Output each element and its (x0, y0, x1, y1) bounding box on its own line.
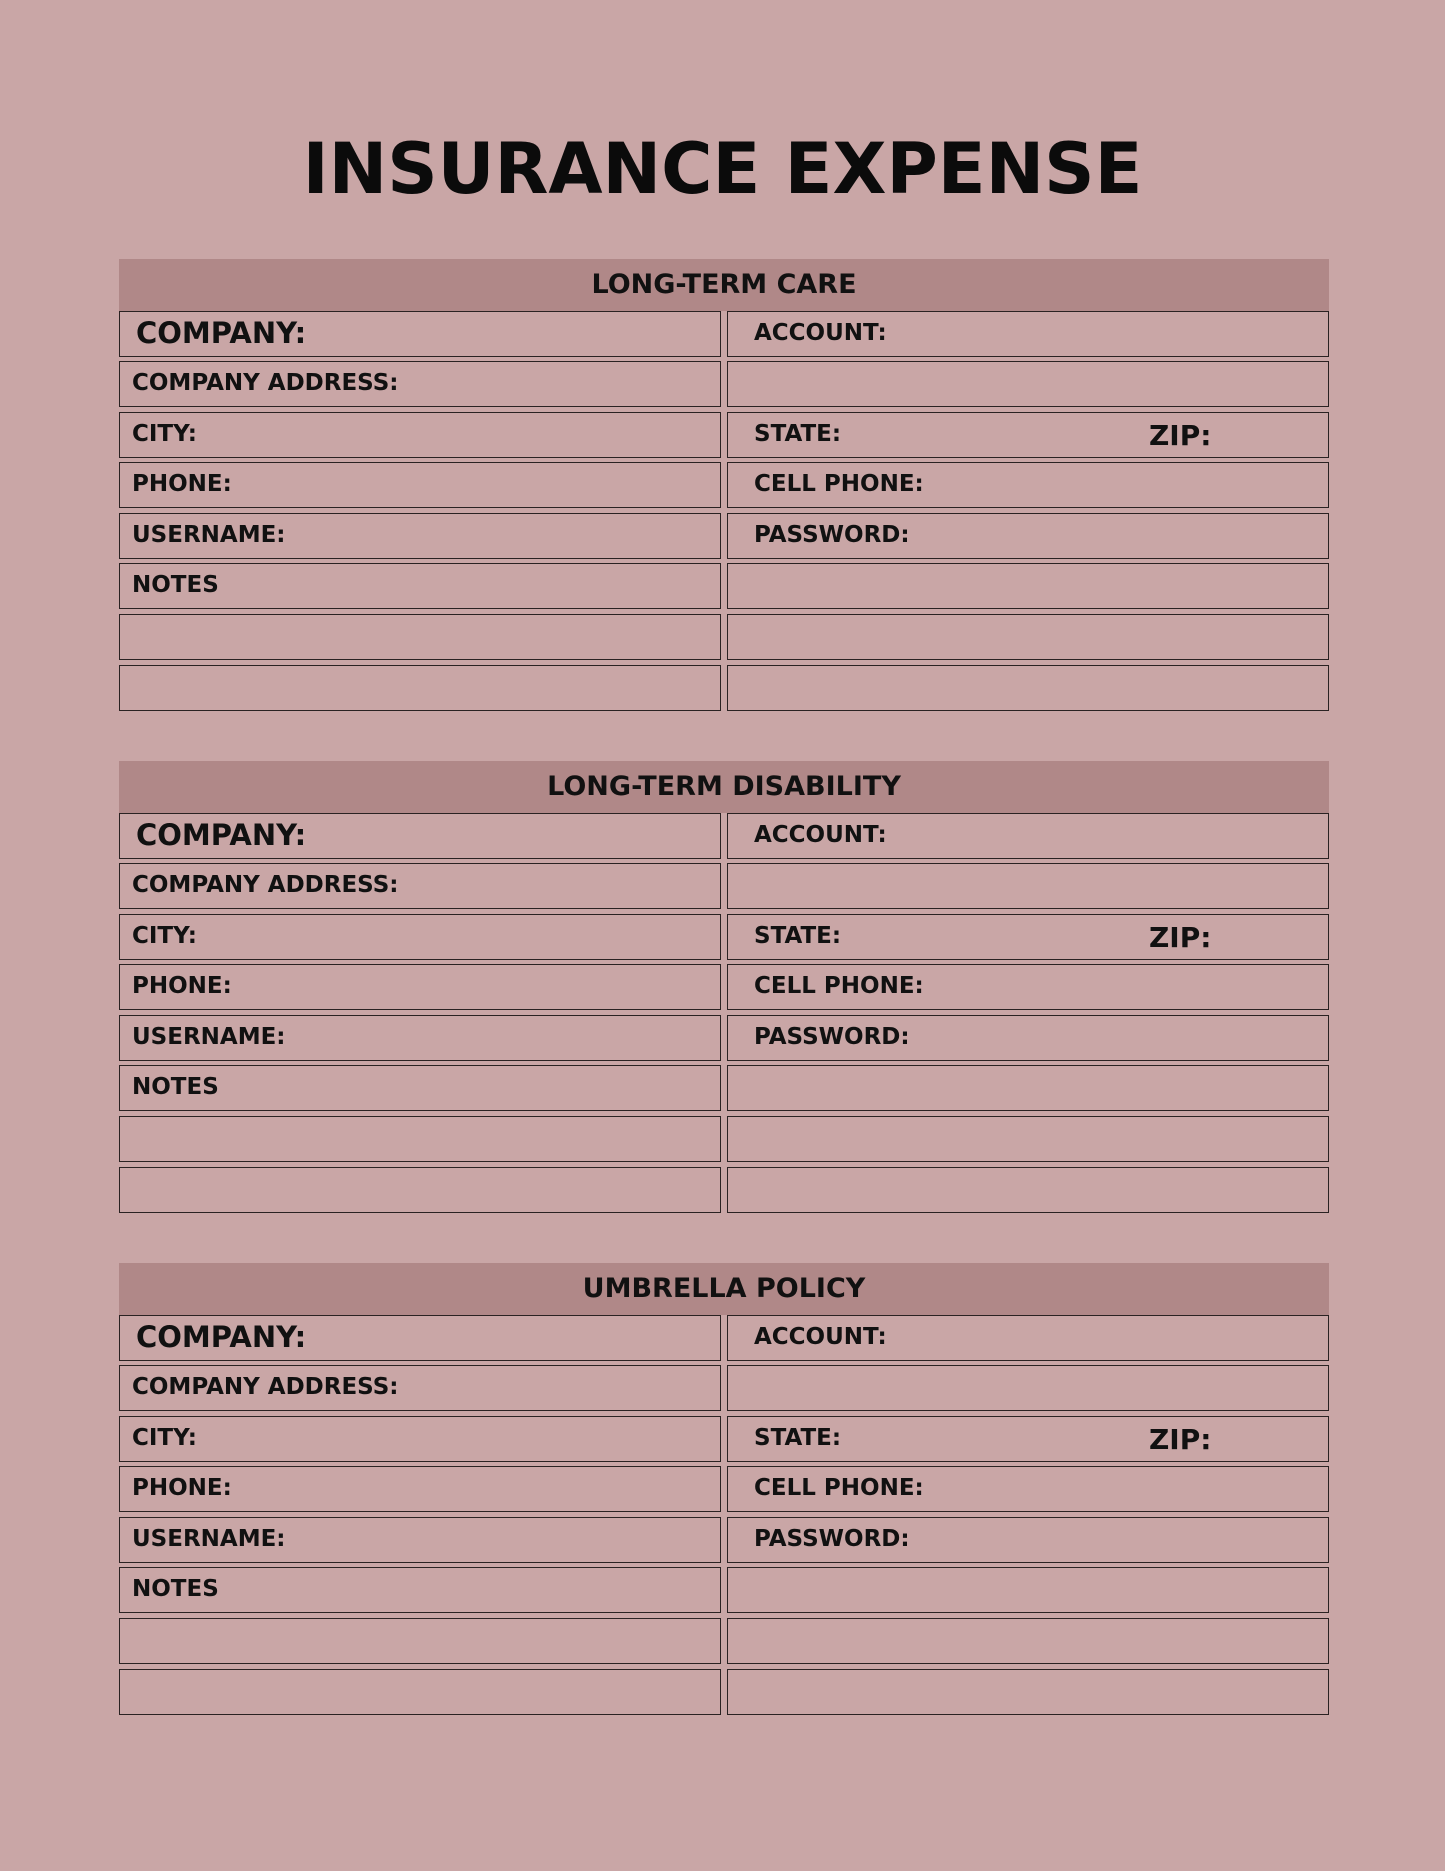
cell-phone-field[interactable]: CELL PHONE: (727, 462, 1329, 508)
notes-line[interactable] (119, 665, 721, 711)
username-field[interactable]: USERNAME: (119, 1517, 721, 1563)
notes-line[interactable] (119, 1116, 721, 1162)
notes-line[interactable] (119, 1167, 721, 1213)
company-field[interactable]: COMPANY: (119, 1315, 721, 1361)
notes-line[interactable] (727, 1116, 1329, 1162)
username-field[interactable]: USERNAME: (119, 1015, 721, 1061)
company-address-field[interactable]: COMPANY ADDRESS: (119, 361, 721, 407)
phone-field[interactable]: PHONE: (119, 1466, 721, 1512)
notes-field[interactable]: NOTES (119, 1567, 721, 1613)
username-field[interactable]: USERNAME: (119, 513, 721, 559)
cell-phone-field[interactable]: CELL PHONE: (727, 1466, 1329, 1512)
state-label: STATE: (754, 1425, 842, 1451)
section-heading: UMBRELLA POLICY (119, 1263, 1329, 1315)
notes-line[interactable] (727, 665, 1329, 711)
zip-label: ZIP: (1149, 921, 1212, 954)
phone-field[interactable]: PHONE: (119, 462, 721, 508)
notes-line[interactable] (119, 1618, 721, 1664)
account-field[interactable]: ACCOUNT: (727, 1315, 1329, 1361)
state-label: STATE: (754, 923, 842, 949)
notes-line[interactable] (119, 614, 721, 660)
city-field[interactable]: CITY: (119, 1416, 721, 1462)
company-address-continued-field[interactable] (727, 361, 1329, 407)
notes-line[interactable] (727, 1618, 1329, 1664)
password-field[interactable]: PASSWORD: (727, 513, 1329, 559)
notes-field[interactable]: NOTES (119, 563, 721, 609)
account-field[interactable]: ACCOUNT: (727, 813, 1329, 859)
company-address-field[interactable]: COMPANY ADDRESS: (119, 1365, 721, 1411)
zip-label: ZIP: (1149, 1423, 1212, 1456)
section-heading: LONG-TERM DISABILITY (119, 761, 1329, 813)
notes-field-right[interactable] (727, 1567, 1329, 1613)
password-field[interactable]: PASSWORD: (727, 1517, 1329, 1563)
company-field[interactable]: COMPANY: (119, 311, 721, 357)
state-label: STATE: (754, 421, 842, 447)
notes-line[interactable] (727, 1669, 1329, 1715)
notes-line[interactable] (119, 1669, 721, 1715)
company-address-continued-field[interactable] (727, 863, 1329, 909)
page-title: INSURANCE EXPENSE (302, 128, 1143, 210)
notes-line[interactable] (727, 614, 1329, 660)
company-address-continued-field[interactable] (727, 1365, 1329, 1411)
company-address-field[interactable]: COMPANY ADDRESS: (119, 863, 721, 909)
notes-field[interactable]: NOTES (119, 1065, 721, 1111)
password-field[interactable]: PASSWORD: (727, 1015, 1329, 1061)
phone-field[interactable]: PHONE: (119, 964, 721, 1010)
notes-field-right[interactable] (727, 563, 1329, 609)
section-heading: LONG-TERM CARE (119, 259, 1329, 311)
notes-field-right[interactable] (727, 1065, 1329, 1111)
account-field[interactable]: ACCOUNT: (727, 311, 1329, 357)
zip-label: ZIP: (1149, 419, 1212, 452)
company-field[interactable]: COMPANY: (119, 813, 721, 859)
state-zip-field[interactable] (727, 412, 1329, 458)
state-zip-field[interactable] (727, 1416, 1329, 1462)
state-zip-field[interactable] (727, 914, 1329, 960)
city-field[interactable]: CITY: (119, 914, 721, 960)
city-field[interactable]: CITY: (119, 412, 721, 458)
cell-phone-field[interactable]: CELL PHONE: (727, 964, 1329, 1010)
notes-line[interactable] (727, 1167, 1329, 1213)
